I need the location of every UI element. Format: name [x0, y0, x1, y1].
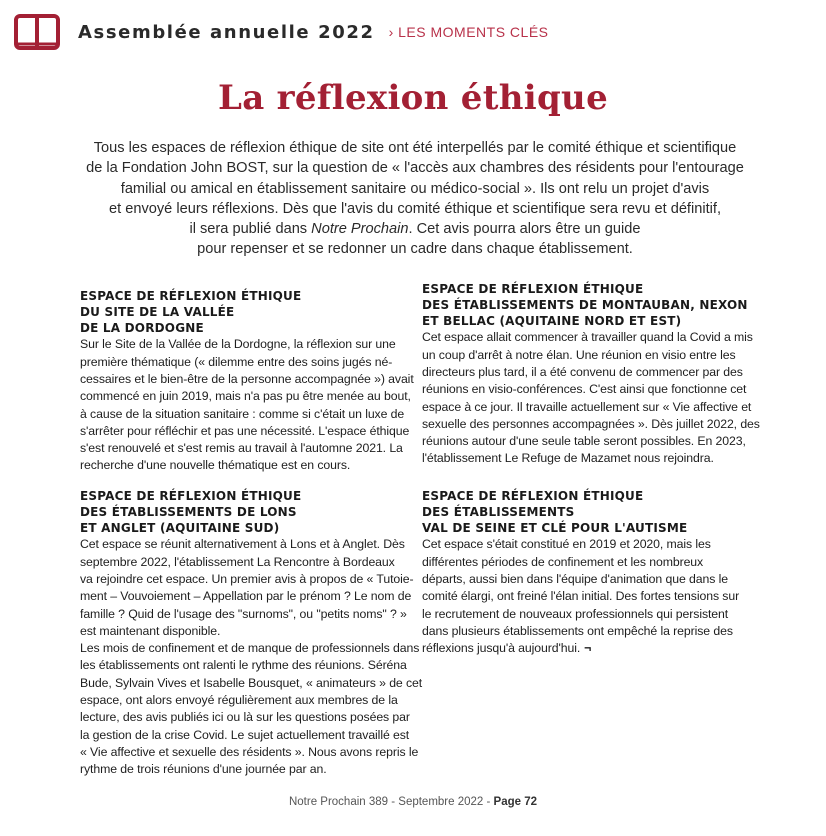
body-line [422, 640, 762, 657]
heading-line: ESPACE DE RÉFLEXION ÉTHIQUE [422, 282, 644, 296]
heading-line: DU SITE DE LA VALLÉE [80, 304, 235, 319]
body-line: à cause de la situation sanitaire : comme si c'était un luxe de [80, 406, 405, 421]
intro-line-part: . Cet avis pourra alors être un guide [408, 221, 641, 238]
body-line: départs, aussi bien dans l'équipe d'animation que dans le [422, 571, 728, 586]
body-line: famille ? Quid de l'usage des "surnoms", ou "petits noms" ? » [80, 606, 407, 621]
body-line: va rejoindre cet espace. Un premier avis à propos de « Tutoie- [80, 571, 414, 586]
heading-line: ESPACE DE RÉFLEXION ÉTHIQUE [422, 489, 644, 503]
heading-line: DE LA DORDOGNE [80, 320, 204, 335]
intro-line-part: il sera publié dans [189, 221, 312, 238]
body-line: réunions autour d'une seule table seront possibles. En 2023, [422, 434, 746, 449]
body-line: commencé en juin 2019, mais n'a pas pu être menée au bout, [80, 389, 411, 404]
section-heading [80, 289, 420, 336]
body-line-text: réflexions jusqu'à aujourd'hui. [422, 641, 581, 656]
body-line: Cet espace se réunit alternativement à Lons et à Anglet. Dès [80, 537, 405, 552]
body-line: un coup d'arrêt à notre élan. Une réunion en visio entre les [422, 347, 736, 362]
heading-line: ESPACE DE RÉFLEXION ÉTHIQUE [80, 489, 302, 503]
body-line: septembre 2022, l'établissement La Rencontre à Bordeaux [80, 554, 395, 569]
body-line: Cet espace s'était constitué en 2019 et 2020, mais les [422, 537, 711, 552]
intro-line: et envoyé leurs réflexions. Dès que l'avis du comité éthique et scientifique sera revu et définitif, [109, 200, 721, 217]
body-line: sexuelle des personnes accompagnées ». Dès juillet 2022, des [422, 416, 760, 431]
intro-line: Tous les espaces de réflexion éthique de site ont été interpellés par le comité éthique et scientifique [93, 140, 737, 156]
body-line: espace, ont alors envoyé régulièrement aux membres de la [80, 693, 398, 708]
section-heading [422, 282, 762, 329]
body-line: cessaires et le bien-être de la personne accompagnée ») avait [80, 371, 414, 386]
body-line: le recrutement de nouveaux professionnels qui persistent [422, 606, 729, 621]
intro-line: de la Fondation John BOST, sur la question de « l'accès aux chambres des résidents pour l'entourage [86, 160, 744, 177]
heading-line: ET BELLAC (AQUITAINE NORD ET EST) [422, 313, 682, 328]
section-vallee-dordogne [80, 289, 420, 475]
magazine-name: Notre Prochain [311, 221, 409, 238]
body-line: « Vie affective et sexuelle des résidents ». Nous avons repris le [80, 744, 419, 759]
body-line: est maintenant disponible. [80, 623, 221, 638]
section-body [80, 336, 420, 474]
body-line: la gestion de la crise Covid. Le sujet actuellement travaillé est [80, 727, 410, 742]
body-line: Les mois de confinement et de manque de professionnels dans [80, 641, 420, 656]
section-body [80, 536, 423, 778]
body-line: directeurs plus tard, il a été convenu de commencer par des [422, 364, 743, 379]
page-header [14, 12, 549, 52]
body-line: dans plusieurs établissements ont empêché la reprise des [422, 623, 733, 638]
section-lons-anglet [80, 489, 423, 779]
book-icon [14, 14, 60, 50]
article-title: La réflexion éthique [217, 78, 608, 118]
body-line: recherche d'une nouvelle thématique est en cours. [80, 458, 351, 473]
section-heading [80, 489, 420, 536]
header-title: Assemblée annuelle 2022 [78, 21, 375, 43]
body-line: les établissements ont ralenti le rythme des réunions. Séréna [80, 658, 407, 673]
body-line: Cet espace allait commencer à travailler quand la Covid a mis [422, 330, 753, 345]
body-line: première thématique (« dilemme entre des soins jugés né- [80, 354, 393, 369]
body-line: lecture, des avis publiés ici ou là sur les questions posées par [80, 710, 410, 725]
heading-line: ET ANGLET (AQUITAINE SUD) [80, 520, 280, 535]
section-montauban-nexon-bellac [422, 282, 762, 468]
section-heading [422, 489, 762, 536]
body-line: rythme de trois réunions d'une journée par an. [80, 762, 327, 777]
heading-line: DES ÉTABLISSEMENTS [422, 504, 575, 519]
header-section-label: › LES MOMENTS CLÉS [388, 24, 549, 40]
heading-line: DES ÉTABLISSEMENTS DE MONTAUBAN, NEXON [422, 297, 748, 312]
footer-text: Notre Prochain 389 - Septembre 2022 - [288, 796, 494, 808]
body-line: réunions en visio-conférences. C'est ainsi que fonctionne cet [422, 382, 747, 397]
body-line: Sur le Site de la Vallée de la Dordogne, la réflexion sur une [80, 337, 396, 352]
heading-line: VAL DE SEINE ET CLÉ POUR L'AUTISME [422, 520, 688, 535]
section-body [422, 536, 762, 657]
body-line: s'arrêter pour réfléchir et pas une nécessité. L'espace éthique [80, 423, 410, 438]
heading-line: ESPACE DE RÉFLEXION ÉTHIQUE [80, 289, 302, 303]
section-body [422, 329, 762, 467]
body-line: différentes périodes de confinement et les nombreux [422, 554, 704, 569]
body-line: s'est renouvelé et s'est remis au travail à l'automne 2021. La [80, 441, 403, 456]
page-number: Page 72 [493, 796, 538, 808]
end-of-article-mark: ¬ [584, 641, 592, 656]
intro-line [60, 219, 770, 239]
section-val-de-seine-autisme [422, 489, 762, 657]
intro-line: pour repenser et se redonner un cadre dans chaque établissement. [197, 241, 633, 258]
heading-line: DES ÉTABLISSEMENTS DE LONS [80, 504, 297, 519]
body-line: ment – Vouvoiement – Appellation par le prénom ? Le nom de [80, 589, 412, 604]
body-line: comité élargi, ont freiné l'élan initial. Des fortes tensions sur [422, 589, 740, 604]
article-intro [60, 138, 770, 260]
body-line: l'établissement Le Refuge de Mazamet nous rejoindra. [422, 451, 714, 466]
intro-line: familial ou amical en établissement sanitaire ou médico-social ». Ils ont relu un projet d'avis [120, 180, 710, 197]
body-line: espace à ce jour. Il travaille actuellement sur « Vie affective et [422, 399, 752, 414]
body-line: Bude, Sylvain Vives et Isabelle Bousquet, « animateurs » de cet [80, 675, 423, 690]
page-footer [0, 796, 826, 808]
